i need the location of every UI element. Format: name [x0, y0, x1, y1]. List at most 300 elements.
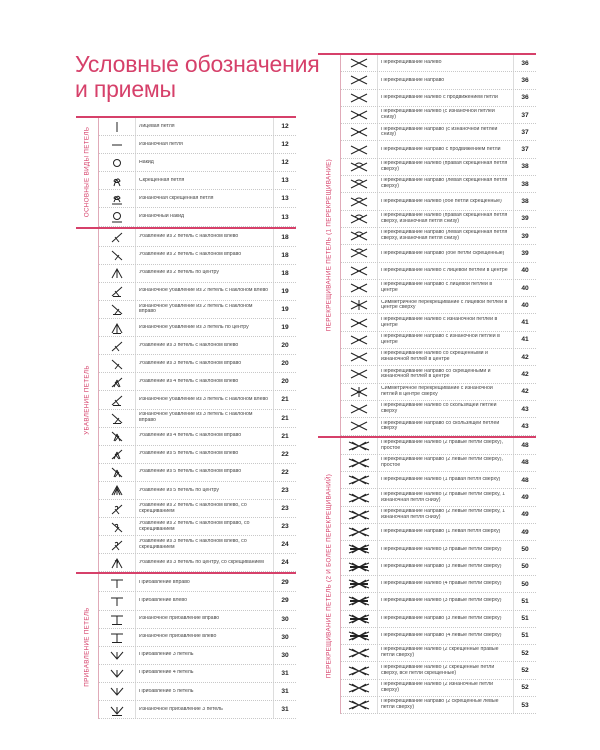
legend-row-label: Перекрещивание направо (левая скрещенная петля сверху)	[381, 178, 508, 190]
legend-row-label: Перекрещивание налево (2 скрещенные петли сверху, все петли скрещенные)	[381, 664, 495, 676]
legend-row-label: Перекрещивание налево (обе петли скрещенные)	[381, 198, 502, 204]
decrease-center-purl-icon	[99, 319, 136, 336]
legend-row-label: Симметричное перекрещивание с изнаночной петлей в центре сверху	[381, 385, 493, 397]
legend-row-page: 24	[273, 554, 296, 571]
legend-row-label: Изнаночное убавление из 3 петель по центру	[139, 324, 249, 330]
section-side-label	[318, 438, 341, 715]
legend-row-page: 13	[273, 172, 296, 189]
legend-row	[99, 136, 296, 154]
legend-row-label: Прибавление 3 петель	[139, 652, 194, 658]
decrease-three-right-purl-icon	[99, 410, 136, 427]
legend-row-label: Перекрещивание направо (1 левая петля сверху)	[381, 529, 501, 535]
legend-row	[341, 297, 536, 314]
legend-row-label: Перекрещивание налево (1 правая петля сверху)	[381, 477, 501, 483]
legend-row	[341, 349, 536, 366]
legend-section	[318, 53, 536, 436]
cross-purl-center-left-icon	[341, 314, 378, 330]
legend-row-label: Перекрещивание направо (левая скрещенная петля сверху, изнаночная петля снизу)	[381, 230, 508, 242]
legend-row	[99, 373, 296, 391]
legend-row	[99, 301, 296, 319]
legend-row-label: Убавление из 2 петель с наклоном влево	[139, 234, 239, 240]
legend-row-page: 21	[273, 428, 296, 445]
section-side-label	[76, 229, 99, 573]
legend-row-page: 52	[513, 645, 536, 661]
legend-row-label: Изнаночное прибавление 3 петель	[139, 706, 223, 712]
legend-row-label: Перекрещивание направо с изнаночной петлей в центре	[381, 334, 500, 345]
legend-row	[341, 141, 536, 158]
legend-row-label: Перекрещивание направо	[381, 77, 445, 83]
cross-symmetric-purl-icon	[341, 384, 378, 400]
legend-row-page: 29	[273, 592, 296, 609]
section-side-label	[76, 574, 99, 719]
legend-row-label: Перекрещивание налево (с изнаночной петлей снизу)	[381, 109, 495, 121]
cable-4-left-icon	[341, 576, 378, 592]
legend-row	[99, 446, 296, 464]
legend-row-label: Прибавление 4 петель	[139, 670, 194, 676]
legend-row-label: Перекрещивание направо (с изнаночной петлей снизу)	[381, 126, 498, 138]
legend-row-label: Убавление из 5 петель с наклоном влево	[139, 451, 239, 457]
legend-row-page: 52	[513, 662, 536, 678]
cross-right-lift-icon	[341, 141, 378, 157]
legend-row-page: 48	[513, 472, 536, 488]
legend-row	[99, 229, 296, 247]
legend-row-page: 23	[273, 518, 296, 535]
legend-row-page: 18	[273, 265, 296, 282]
decrease-right-icon	[99, 247, 136, 264]
decrease-five-center-icon	[99, 482, 136, 499]
legend-row-page: 42	[513, 384, 536, 400]
legend-row-label: Перекрещивание налево (2 изнаночные петли сверху)	[381, 682, 493, 693]
legend-row-page: 18	[273, 247, 296, 264]
cross-two-center-icon	[341, 263, 378, 279]
legend-row	[99, 464, 296, 482]
legend-row-page: 23	[273, 500, 296, 517]
legend-row-page: 19	[273, 301, 296, 318]
section-title: ОСНОВНЫЕ ВИДЫ ПЕТЕЛЬ	[83, 127, 91, 218]
legend-row	[99, 154, 296, 172]
cable-2-purl-right-icon	[341, 507, 378, 523]
legend-row-page: 42	[513, 366, 536, 382]
legend-row-label: Перекрещивание налево (2 скрещенные правые петли сверху)	[381, 647, 499, 659]
legend-row-page: 18	[273, 229, 296, 246]
legend-row	[341, 541, 536, 558]
legend-row	[341, 593, 536, 610]
legend-row	[99, 172, 296, 190]
legend-row-page: 30	[273, 647, 296, 664]
legend-row-page: 36	[513, 72, 536, 88]
legend-row	[99, 208, 296, 226]
cross-right-purl-icon	[341, 124, 378, 140]
legend-section	[76, 116, 296, 227]
legend-row-label: Изнаночное убавление из 2 петель с наклоном влево	[139, 288, 269, 294]
legend-row-label: Прибавление 5 петель	[139, 688, 194, 694]
decrease-left-purl-icon	[99, 283, 136, 300]
increase-five-icon	[99, 683, 136, 700]
increase-left-purl-icon	[99, 629, 136, 646]
legend-section	[318, 436, 536, 715]
left-legend-table	[76, 116, 296, 719]
legend-row-page: 48	[513, 455, 536, 471]
legend-section	[76, 572, 296, 719]
legend-row	[341, 90, 536, 107]
legend-row-label: Изнаночная скрещенная петля	[139, 196, 214, 202]
legend-row-page: 48	[513, 438, 536, 454]
decrease-left-icon	[99, 229, 136, 246]
legend-row	[341, 489, 536, 506]
legend-row-label: Убавление из 5 петель с наклоном вправо	[139, 469, 242, 475]
legend-row	[341, 332, 536, 349]
cable-2-right-icon	[341, 455, 378, 471]
legend-row	[99, 337, 296, 355]
circle-icon	[99, 154, 136, 171]
horizontal-bar-icon	[99, 136, 136, 153]
circle-bar-icon	[99, 208, 136, 225]
legend-row-page: 49	[513, 507, 536, 523]
legend-row-label: Убавление из 3 петель с наклоном вправо	[139, 360, 242, 366]
legend-row-page: 20	[273, 337, 296, 354]
legend-row-label: Изнаночное убавление из 3 петель с наклоном вправо	[139, 412, 253, 424]
legend-row-label: Перекрещивание направо (2 левые петли сверху), простое	[381, 457, 503, 468]
legend-row-label: Перекрещивание налево с лицевой петлей в центре	[381, 267, 508, 273]
legend-row-page: 51	[513, 593, 536, 609]
legend-row-page: 37	[513, 107, 536, 123]
legend-row-label: Перекрещивание налево (правая скрещенная петля сверху)	[381, 161, 508, 172]
crossed-loop-bar-icon	[99, 190, 136, 207]
legend-row-page: 50	[513, 559, 536, 575]
legend-row	[99, 410, 296, 428]
legend-row	[99, 428, 296, 446]
legend-row	[99, 611, 296, 629]
legend-row	[99, 283, 296, 301]
legend-row	[341, 193, 536, 210]
legend-row-label: Перекрещивание направо (3 левые петли сверху)	[381, 615, 502, 621]
cable-2-left-icon	[341, 438, 378, 454]
legend-row	[99, 247, 296, 265]
legend-row-page: 39	[513, 228, 536, 244]
decrease-three-left-icon	[99, 337, 136, 354]
cable-1-left-icon	[341, 524, 378, 540]
legend-row	[99, 574, 296, 592]
legend-row-label: Изнаночная петля	[139, 141, 183, 147]
legend-row-page: 23	[273, 482, 296, 499]
legend-row-page: 51	[513, 628, 536, 644]
legend-row-page: 49	[513, 524, 536, 540]
legend-row-page: 19	[273, 283, 296, 300]
legend-row	[99, 592, 296, 610]
legend-row-page: 21	[273, 410, 296, 427]
legend-row-page: 19	[273, 319, 296, 336]
right-legend-table	[318, 53, 536, 714]
legend-row	[99, 118, 296, 136]
legend-row-page: 49	[513, 489, 536, 505]
legend-row	[99, 701, 296, 719]
legend-row-label: Перекрещивание направо (обе петли скрещенные)	[381, 250, 505, 256]
legend-row-page: 21	[273, 391, 296, 408]
cross-purl-center-right-icon	[341, 332, 378, 348]
cross-slip-left-icon	[341, 349, 378, 365]
legend-row	[341, 507, 536, 524]
legend-row-label: Прибавление влево	[139, 598, 188, 604]
legend-row-label: Прибавление вправо	[139, 579, 190, 585]
legend-row	[341, 680, 536, 697]
legend-row-page: 20	[273, 373, 296, 390]
decrease-three-crossed-center-icon	[99, 554, 136, 571]
cable-1-right-icon	[341, 472, 378, 488]
cable-2-twist-left-icon	[341, 645, 378, 661]
legend-row-page: 13	[273, 208, 296, 225]
decrease-crossed-right-icon	[99, 518, 136, 535]
legend-row	[99, 482, 296, 500]
legend-row	[99, 391, 296, 409]
cross-symmetric-icon	[341, 297, 378, 313]
decrease-three-left-purl-icon	[99, 391, 136, 408]
legend-row-label: Перекрещивание направо (2 скрещенные левые петли сверху)	[381, 699, 499, 711]
legend-row	[341, 472, 536, 489]
legend-row	[99, 536, 296, 554]
legend-row	[99, 190, 296, 208]
cable-2-twist-left-all-icon	[341, 662, 378, 678]
legend-row-page: 36	[513, 90, 536, 106]
legend-row-page: 38	[513, 159, 536, 175]
legend-row	[341, 455, 536, 472]
increase-four-icon	[99, 665, 136, 682]
legend-row-page: 37	[513, 141, 536, 157]
decrease-three-crossed-left-icon	[99, 536, 136, 553]
vertical-bar-icon	[99, 118, 136, 135]
legend-row	[341, 697, 536, 714]
section-title: ПЕРЕКРЕЩИВАНИЕ ПЕТЕЛЬ (1 ПЕРЕКРЕЩИВАНИЕ)	[325, 159, 333, 332]
legend-row-label: Убавление из 2 петель по центру	[139, 270, 219, 276]
decrease-five-left-icon	[99, 446, 136, 463]
legend-row-label: Перекрещивание налево со скрещенными и изнаночной петлей в центре	[381, 351, 488, 363]
increase-left-icon	[99, 592, 136, 609]
legend-row	[99, 647, 296, 665]
legend-row-label: Убавление из 2 петель с наклоном вправо, со скрещиванием	[139, 520, 250, 532]
legend-row-label: Перекрещивание налево с изнаночной петлей в центре	[381, 316, 498, 328]
legend-row-label: Перекрещивание направо со скрещенными и изнаночной петлей в центре	[381, 368, 491, 380]
decrease-four-right-icon	[99, 428, 136, 445]
legend-row	[341, 211, 536, 228]
legend-row-label: Убавление из 4 петель с наклоном вправо	[139, 433, 242, 439]
legend-row	[99, 265, 296, 283]
decrease-five-right-icon	[99, 464, 136, 481]
legend-row-page: 39	[513, 211, 536, 227]
increase-right-purl-icon	[99, 611, 136, 628]
legend-row-page: 30	[273, 611, 296, 628]
legend-row-page: 12	[273, 118, 296, 135]
cable-2-purl-bottom-icon	[341, 680, 378, 696]
section-title: УБАВЛЕНИЕ ПЕТЕЛЬ	[83, 365, 91, 436]
legend-row-page: 31	[273, 683, 296, 700]
increase-three-purl-icon	[99, 701, 136, 718]
legend-row-label: Перекрещивание налево с продвижением петли	[381, 94, 498, 100]
legend-row-label: Убавление из 3 петель с наклоном влево	[139, 342, 239, 348]
cross-right-icon	[341, 72, 378, 88]
legend-row	[341, 628, 536, 645]
legend-row	[341, 263, 536, 280]
legend-row-label: Перекрещивание направо (2 левые петли сверху, 1 изнаночная петля снизу)	[381, 509, 505, 520]
legend-row-page: 43	[513, 401, 536, 417]
cross-twist-purl-left-icon	[341, 211, 378, 227]
legend-row	[341, 159, 536, 176]
page-title-line-2: и приемы	[75, 76, 176, 102]
legend-row-label: Перекрещивание налево (4 правые петли сверху)	[381, 581, 502, 587]
legend-row-label: Перекрещивание налево (3 правые петли сверху)	[381, 546, 502, 552]
legend-row	[99, 554, 296, 572]
legend-row-label: Перекрещивание направо с лицевой петлей в центре	[381, 282, 493, 293]
legend-row	[99, 355, 296, 373]
legend-row	[341, 576, 536, 593]
legend-row-page: 40	[513, 280, 536, 296]
decrease-center-icon	[99, 265, 136, 282]
legend-row-page: 42	[513, 349, 536, 365]
cable-3-left-b-icon	[341, 593, 378, 609]
section-side-label	[318, 55, 341, 436]
legend-row-page: 22	[273, 464, 296, 481]
legend-section	[76, 227, 296, 573]
legend-row-label: Накид	[139, 159, 154, 165]
legend-row-label: Убавление из 5 петель по центру	[139, 487, 219, 493]
legend-row	[341, 611, 536, 628]
legend-row-page: 50	[513, 576, 536, 592]
legend-row-page: 38	[513, 193, 536, 209]
legend-row-page: 53	[513, 697, 536, 713]
legend-row-page: 39	[513, 245, 536, 261]
legend-row	[341, 438, 536, 455]
legend-row-page: 36	[513, 55, 536, 71]
legend-row	[99, 683, 296, 701]
legend-row-label: Симметричное перекрещивание с лицевой петлей в центре сверху	[381, 299, 508, 311]
cable-3-right-b-icon	[341, 611, 378, 627]
legend-row-page: 31	[273, 701, 296, 718]
legend-row	[99, 500, 296, 518]
legend-row-label: Перекрещивание налево (2 правые петли сверху, 1 изнаночная петля снизу)	[381, 491, 505, 503]
legend-row	[99, 319, 296, 337]
legend-row-label: Перекрещивание налево (правая скрещенная петля сверху, изнаночная петля снизу)	[381, 213, 508, 224]
legend-row-page: 12	[273, 154, 296, 171]
cross-slip-stitch-left-icon	[341, 401, 378, 417]
legend-row-page: 43	[513, 418, 536, 434]
legend-row-page: 22	[273, 446, 296, 463]
cross-twist-both-icon	[341, 193, 378, 209]
cable-2-twist-right-icon	[341, 697, 378, 713]
legend-row-page: 51	[513, 611, 536, 627]
legend-row	[341, 280, 536, 297]
legend-row-page: 41	[513, 332, 536, 348]
legend-row	[341, 314, 536, 331]
legend-row	[99, 518, 296, 536]
legend-row-label: Изнаночное убавление из 3 петель с наклоном влево	[139, 397, 269, 403]
cross-slip-stitch-right-icon	[341, 418, 378, 434]
cross-left-lift-icon	[341, 90, 378, 106]
legend-row-page: 40	[513, 297, 536, 313]
legend-row-label: Перекрещивание налево (2 правые петли сверху), простое	[381, 439, 503, 451]
legend-row	[341, 72, 536, 89]
legend-row	[341, 662, 536, 679]
legend-row-label: Изнаночное прибавление влево	[139, 634, 217, 640]
legend-row-label: Убавление из 4 петель с наклоном влево	[139, 378, 239, 384]
section-side-label	[76, 118, 99, 227]
legend-row-label: Изнаночное убавление из 2 петель с наклоном вправо	[139, 303, 253, 315]
section-title: ПРИБАВЛЕНИЕ ПЕТЕЛЬ	[83, 607, 91, 687]
legend-row	[99, 665, 296, 683]
legend-row	[341, 228, 536, 245]
cross-twist-right-icon	[341, 176, 378, 192]
decrease-right-purl-icon	[99, 301, 136, 318]
legend-row-page: 20	[273, 355, 296, 372]
legend-row-label: Перекрещивание направо (4 левые петли сверху)	[381, 633, 502, 639]
crossed-loop-icon	[99, 172, 136, 189]
cable-3-left-icon	[341, 541, 378, 557]
page-title-line-1: Условные обозначения	[75, 51, 320, 77]
legend-row-label: Изнаночное прибавление вправо	[139, 616, 220, 622]
legend-row-label: Перекрещивание направо с продвижением петли	[381, 146, 501, 152]
legend-row	[341, 366, 536, 383]
legend-row-label: Скрещенная петля	[139, 177, 185, 183]
legend-row	[341, 418, 536, 435]
legend-row-label: Изнаночный накид	[139, 214, 185, 220]
legend-row	[341, 401, 536, 418]
legend-row	[341, 645, 536, 662]
legend-row-page: 12	[273, 136, 296, 153]
cable-4-right-icon	[341, 628, 378, 644]
legend-row	[341, 124, 536, 141]
cross-twist-left-icon	[341, 159, 378, 175]
legend-row-label: Убавление из 3 петель с наклоном влево, со скрещиванием	[139, 538, 247, 550]
decrease-four-left-icon	[99, 373, 136, 390]
cross-slip-right-icon	[341, 366, 378, 382]
legend-row	[341, 176, 536, 193]
legend-row-page: 13	[273, 190, 296, 207]
legend-row-page: 52	[513, 680, 536, 696]
legend-row	[341, 559, 536, 576]
legend-row-label: Перекрещивание налево со скользящей петлей сверху	[381, 403, 497, 415]
cross-twist-purl-right-icon	[341, 228, 378, 244]
legend-row	[341, 107, 536, 124]
cross-left-purl-icon	[341, 107, 378, 123]
legend-row-label: Лицевая петля	[139, 123, 175, 129]
cable-3-right-icon	[341, 559, 378, 575]
legend-row-label: Убавление из 2 петель с наклоном вправо	[139, 252, 242, 258]
legend-row-page: 41	[513, 314, 536, 330]
legend-row	[341, 55, 536, 72]
legend-row-page: 50	[513, 541, 536, 557]
page-title	[75, 52, 320, 102]
cable-2-purl-left-icon	[341, 489, 378, 505]
legend-row-page: 24	[273, 536, 296, 553]
legend-row	[99, 629, 296, 647]
legend-row-page: 37	[513, 124, 536, 140]
legend-row-page: 38	[513, 176, 536, 192]
cross-two-center-right-icon	[341, 280, 378, 296]
legend-row	[341, 384, 536, 401]
legend-row-label: Перекрещивание направо со скользящей петлей сверху	[381, 420, 500, 432]
legend-row-page: 31	[273, 665, 296, 682]
legend-row-label: Убавление из 3 петель по центру, со скрещиванием	[139, 559, 264, 565]
decrease-three-right-icon	[99, 355, 136, 372]
cross-twist-both-right-icon	[341, 245, 378, 261]
legend-row-label: Перекрещивание налево	[381, 60, 442, 66]
legend-row-page: 29	[273, 574, 296, 591]
increase-right-icon	[99, 574, 136, 591]
decrease-crossed-left-icon	[99, 500, 136, 517]
legend-row-label: Убавление из 2 петель с наклоном влево, со скрещиванием	[139, 502, 247, 514]
legend-row-page: 30	[273, 629, 296, 646]
increase-three-icon	[99, 647, 136, 664]
cross-left-icon	[341, 55, 378, 71]
legend-row	[341, 245, 536, 262]
legend-row	[341, 524, 536, 541]
